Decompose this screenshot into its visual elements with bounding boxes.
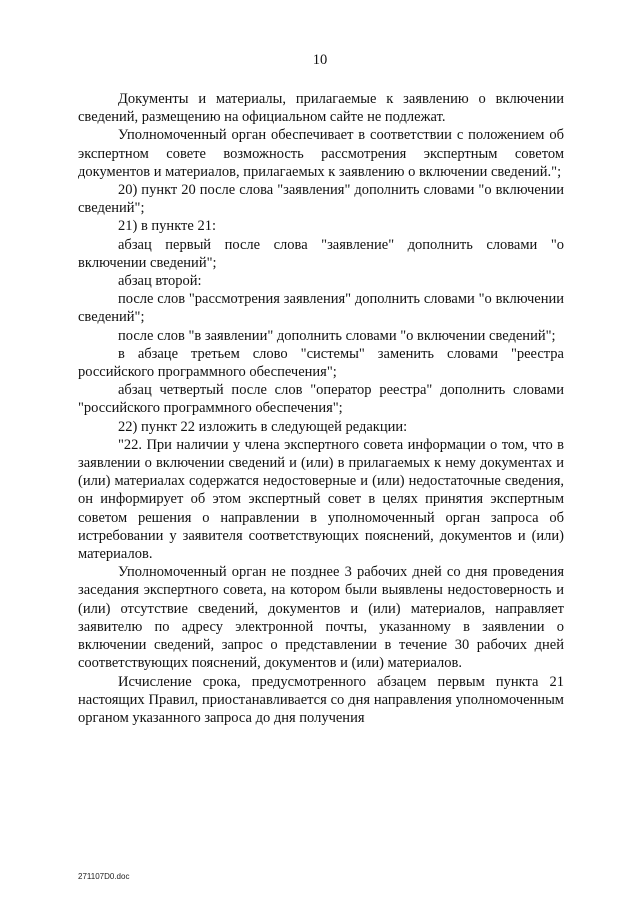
paragraph: Документы и материалы, прилагаемые к заявлению о включении сведений, размещению на официальном сайте не подлежат. <box>78 91 564 126</box>
paragraph: "22. При наличии у члена экспертного совета информации о том, что в заявлении о включении сведений и (или) в прилагаемых к нему документах и (или) материалах содержатся недостоверные и (или) недостаточные сведения, он информирует об этом экспертный совет в целях принятия экспертным советом решения о направлении в уполномоченный орган запроса об истребовании у заявителя соответствующих пояснений, документов и (или) материалов. <box>78 436 564 563</box>
paragraph: абзац четвертый после слов "оператор реестра" дополнить словами "российского программного обеспечения"; <box>78 382 564 417</box>
paragraph: Исчисление срока, предусмотренного абзацем первым пункта 21 настоящих Правил, приостанавливается со дня направления уполномоченным органом указанного запроса до дня получения <box>78 673 564 726</box>
page-number: 10 <box>312 52 328 68</box>
document-body <box>78 90 564 727</box>
paragraph: 22) пункт 22 изложить в следующей редакции: <box>118 418 408 435</box>
paragraph: абзац второй: <box>118 273 202 290</box>
paragraph: абзац первый после слова "заявление" дополнить словами "о включении сведений"; <box>78 236 564 271</box>
paragraph: в абзаце третьем слово "системы" заменить словами "реестра российского программного обеспечения"; <box>78 345 564 381</box>
paragraph: после слов "рассмотрения заявления" дополнить словами "о включении сведений"; <box>78 291 564 326</box>
paragraph: после слов "в заявлении" дополнить словами "о включении сведений"; <box>118 327 556 344</box>
paragraph: 21) в пункте 21: <box>118 218 216 235</box>
paragraph: Уполномоченный орган обеспечивает в соответствии с положением об экспертном совете возможность рассмотрения экспертным советом документов и материалов, прилагаемых к заявлению о включении сведений."; <box>78 127 564 180</box>
paragraph: 20) пункт 20 после слова "заявления" дополнить словами "о включении сведений"; <box>78 182 564 217</box>
file-name-footer: 271107D0.doc <box>78 872 130 881</box>
paragraph: Уполномоченный орган не позднее 3 рабочих дней со дня проведения заседания экспертного совета, на котором были выявлены недостоверность и (или) отсутствие сведений, документов и (или) материалов, направляет заявителю по адресу электронной почты, указанному в заявлении о включении сведений, запрос о представлении в течение 30 рабочих дней соответствующих пояснений, документов и (или) материалов. <box>78 564 564 672</box>
